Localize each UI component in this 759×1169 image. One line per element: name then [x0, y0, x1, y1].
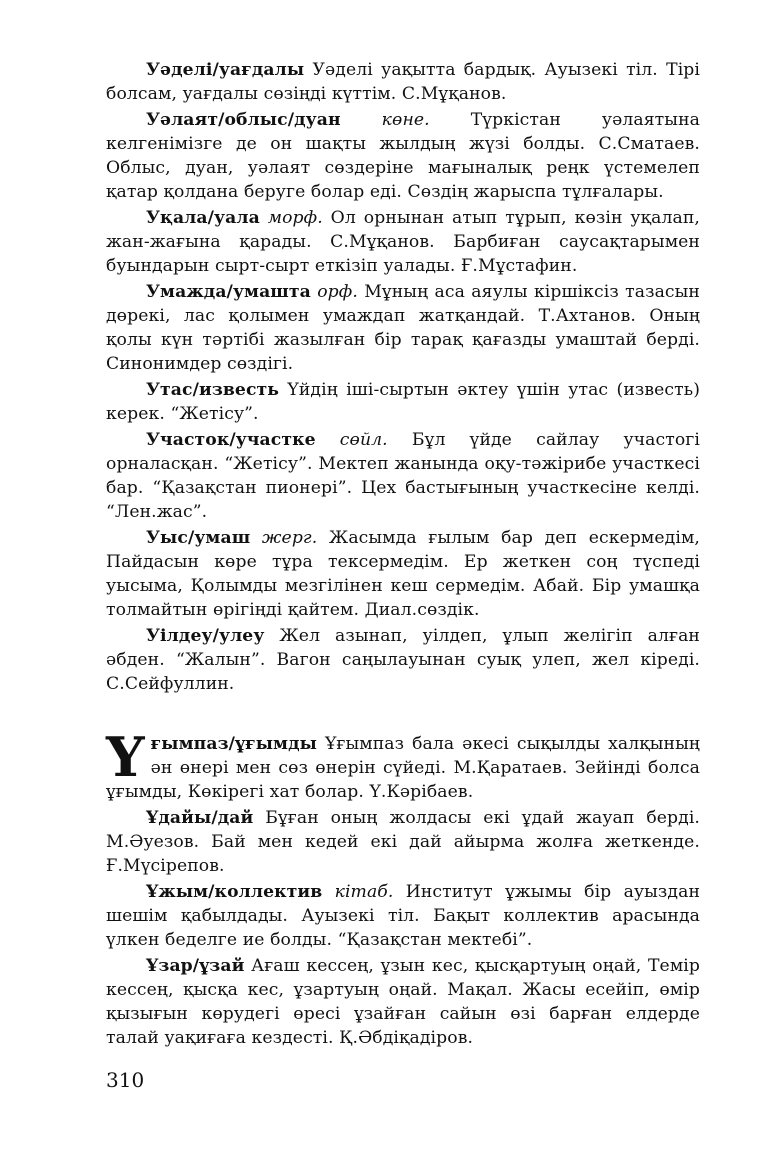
- entry-text: Уәделі уақытта бардық. Ауызекі тіл. Тірі болсам, уағдалы сөзіңді күттім. С.Мұқанов.: [106, 60, 700, 104]
- entry-utas: [106, 378, 700, 426]
- usage-label: кітаб.: [334, 882, 394, 902]
- dictionary-column: [106, 58, 700, 698]
- entry-udayy: [106, 806, 700, 878]
- entry-uadeli: [106, 58, 700, 106]
- entry-text: Ол орнынан атып тұрып, көзін уқалап, жан-жағына қарады. С.Мұқанов. Барбиған саусақтарымен буындарын сырт-сырт еткізіп уалады. Ғ.Мұстафин.: [106, 208, 700, 276]
- entry-ukala: [106, 206, 700, 278]
- entry-text: Мұның аса аяулы кіршіксіз тазасын дөрекі, лас қолымен умаждап жатқандай. Т.Ахтанов. Оның қолы күн тәртібі жазылған бір тарақ қағазды умаштай берді. Синонимдер сөздігі.: [106, 282, 700, 374]
- entry-umazhda: [106, 280, 700, 376]
- page-number: 310: [106, 1068, 145, 1092]
- headword: ғымпаз/ұғымды: [150, 734, 317, 754]
- entry-text: Ағаш кессең, ұзын кес, қысқартуың оңай, Темір кессең, қысқа кес, ұзартуың оңай. Мақал. Жасы есейіп, өмір қызығын көрудегі өресі ұзайған сайын өзі барған елдерде талай уақиғаға кездесті. Қ.Әбдіқадіров.: [106, 956, 700, 1048]
- usage-label: орф.: [317, 282, 358, 302]
- entry-text: Жасымда ғылым бар деп ескермедім, Пайдасын көре тұра тексермедім. Ер жеткен соң түспеді уысыма, Қолымды мезгілінен кеш сермедім. Абай. Бір умашқа толмайтын өрігіңді қайтем. Диал.сөздік.: [106, 528, 700, 620]
- headword: Умажда/умашта: [146, 282, 311, 302]
- entry-text: Түркістан уәлаятына келгенімізге де он шақты жылдың жүзі болды. С.Сматаев. Облыс, дуан, уәлаят сөздеріне мағыналық реңк үстемелеп қатар қолдана беруге болар еді. Сөздің жарыспа тұлғалары.: [106, 110, 700, 202]
- headword: Утас/известь: [146, 380, 280, 400]
- entry-ualayat: [106, 108, 700, 204]
- headword: Уілдеу/улеу: [146, 626, 265, 646]
- entry-uzar: [106, 954, 700, 1050]
- entry-text: Бұған оның жолдасы екі ұдай жауап берді. М.Әуезов. Бай мен кедей екі дай айырма жолға жеткенде. Ғ.Мүсірепов.: [106, 808, 700, 876]
- entry-text: Ұғымпаз бала әкесі сықылды халқының ән өнері мен сөз өнерін сүйеді. М.Қаратаев. Зейінді болса ұғымды, Көкірегі хат болар. Ү.Кәрібаев.: [106, 734, 700, 802]
- usage-label: морф.: [267, 208, 323, 228]
- entry-text: Институт ұжымы бір ауыздан шешім қабылдады. Ауызекі тіл. Бақыт коллектив арасында үлкен беделге ие болды. “Қазақстан мектебі”.: [106, 882, 700, 950]
- headword: Ұжым/коллектив: [146, 882, 323, 902]
- usage-label: жерг.: [261, 528, 318, 548]
- headword: Участок/участке: [146, 430, 316, 450]
- entry-uildeu: [106, 624, 700, 696]
- entry-ugympaz: [106, 725, 700, 804]
- drop-cap-letter: Ү: [106, 725, 145, 789]
- entry-uys: [106, 526, 700, 622]
- headword: Ұдайы/дай: [146, 808, 254, 828]
- headword: Уқала/уала: [146, 208, 260, 228]
- section-u-column: [106, 725, 700, 1052]
- headword: Ұзар/ұзай: [146, 956, 245, 976]
- entry-uzhym: [106, 880, 700, 952]
- entry-uchastok: [106, 428, 700, 524]
- headword: Уыс/умаш: [146, 528, 251, 548]
- headword: Уәлаят/облыс/дуан: [146, 110, 341, 130]
- entry-text: Жел азынап, уілдеп, ұлып желігіп алған әбден. “Жалын”. Вагон саңылауынан суық улеп, жел кіреді. С.Сейфуллин.: [106, 626, 700, 694]
- usage-label: сөйл.: [339, 430, 388, 450]
- usage-label: көне.: [381, 110, 430, 130]
- entry-text: Үйдің іші-сыртын әктеу үшін утас (известь) керек. “Жетісу”.: [106, 380, 700, 424]
- headword: Уәделі/уағдалы: [146, 60, 305, 80]
- entry-text: Бұл үйде сайлау участогі орналасқан. “Жетісу”. Мектеп жанында оқу-тәжірибе участкесі бар. “Қазақстан пионері”. Цех бастығының участкесіне келді. “Лен.жас”.: [106, 430, 700, 522]
